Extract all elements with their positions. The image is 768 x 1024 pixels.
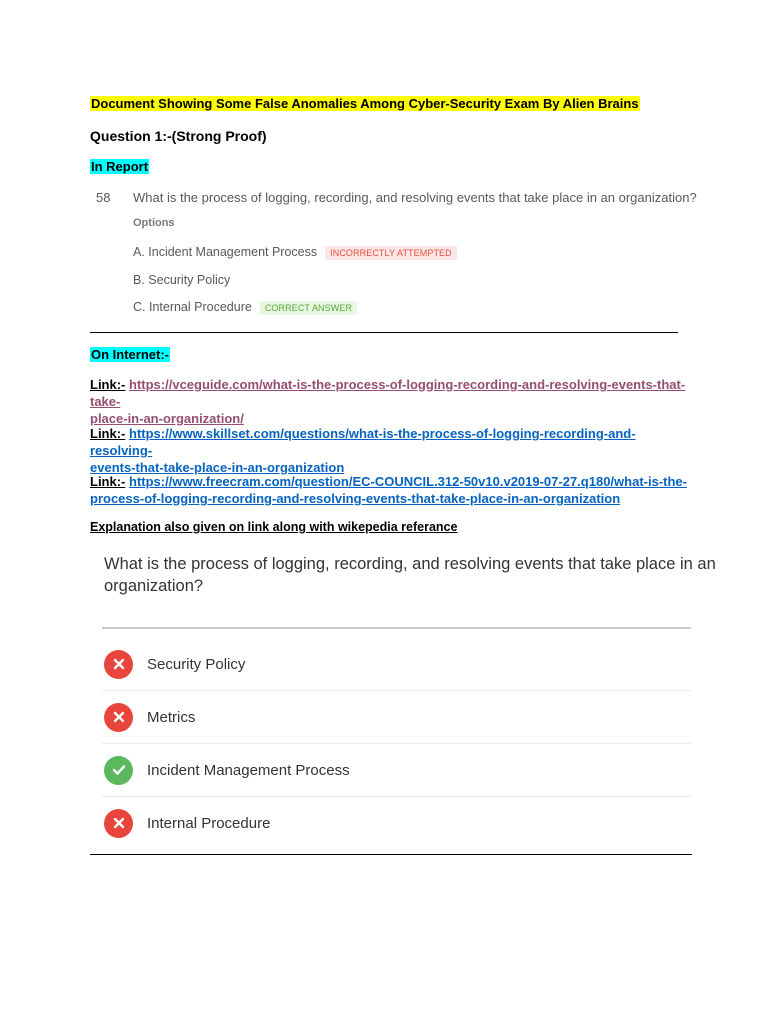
answer-metrics[interactable] [104, 702, 195, 732]
incorrectly-attempted-badge: INCORRECTLY ATTEMPTED [325, 246, 457, 260]
link-skillset[interactable]: Link:- https://www.skillset.com/questions/what-is-the-process-of-logging-recording-and-resolving- events-that-take-place-in-an-organization [90, 426, 636, 475]
x-icon [104, 703, 133, 732]
answer-divider [102, 796, 691, 797]
report-option-b: B. Security Policy [133, 273, 231, 287]
report-option-c: C. Internal Procedure CORRECT ANSWER [133, 300, 357, 315]
answer-incident-management-process[interactable] [104, 755, 350, 785]
link-vceguide[interactable]: Link:- https://vceguide.com/what-is-the-process-of-logging-recording-and-resolving-events-that-take- place-in-an-organization/ [90, 377, 686, 426]
document-title: Document Showing Some False Anomalies Among Cyber-Security Exam By Alien Brains [91, 96, 639, 111]
x-icon [104, 650, 133, 679]
answer-label: Incident Management Process [147, 761, 350, 779]
answer-label: Security Policy [147, 655, 246, 673]
section-divider [90, 332, 678, 333]
question-heading: Question 1:-(Strong Proof) [90, 128, 267, 144]
answer-divider [102, 690, 691, 691]
answer-divider [102, 743, 691, 744]
web-quiz-question: What is the process of logging, recording, and resolving events that take place in an organization? [104, 555, 716, 595]
answer-internal-procedure[interactable] [104, 808, 270, 838]
check-icon [104, 756, 133, 785]
x-icon [104, 809, 133, 838]
report-question-text: What is the process of logging, recording, and resolving events that take place in an organization? [133, 190, 697, 205]
explanation-note: Explanation also given on link along with wikepedia referance [90, 520, 458, 534]
correct-answer-badge: CORRECT ANSWER [260, 301, 357, 315]
in-report-label: In Report [91, 159, 149, 174]
answer-label: Metrics [147, 708, 196, 726]
quiz-top-divider [102, 627, 691, 629]
bottom-divider [90, 854, 692, 855]
options-label: Options [133, 217, 175, 229]
on-internet-label: On Internet:- [91, 347, 169, 362]
link-freecram[interactable]: Link:- https://www.freecram.com/question/EC-COUNCIL.312-50v10.v2019-07-27.q180/what-is-the- process-of-logging-recording-and-resolving-events-that-take-place-in-an-organization [90, 474, 687, 506]
answer-security-policy[interactable] [104, 649, 245, 679]
report-option-a: A. Incident Management Process INCORRECTLY ATTEMPTED [133, 245, 457, 260]
answer-label: Internal Procedure [147, 814, 271, 832]
report-question-number: 58 [96, 190, 111, 205]
